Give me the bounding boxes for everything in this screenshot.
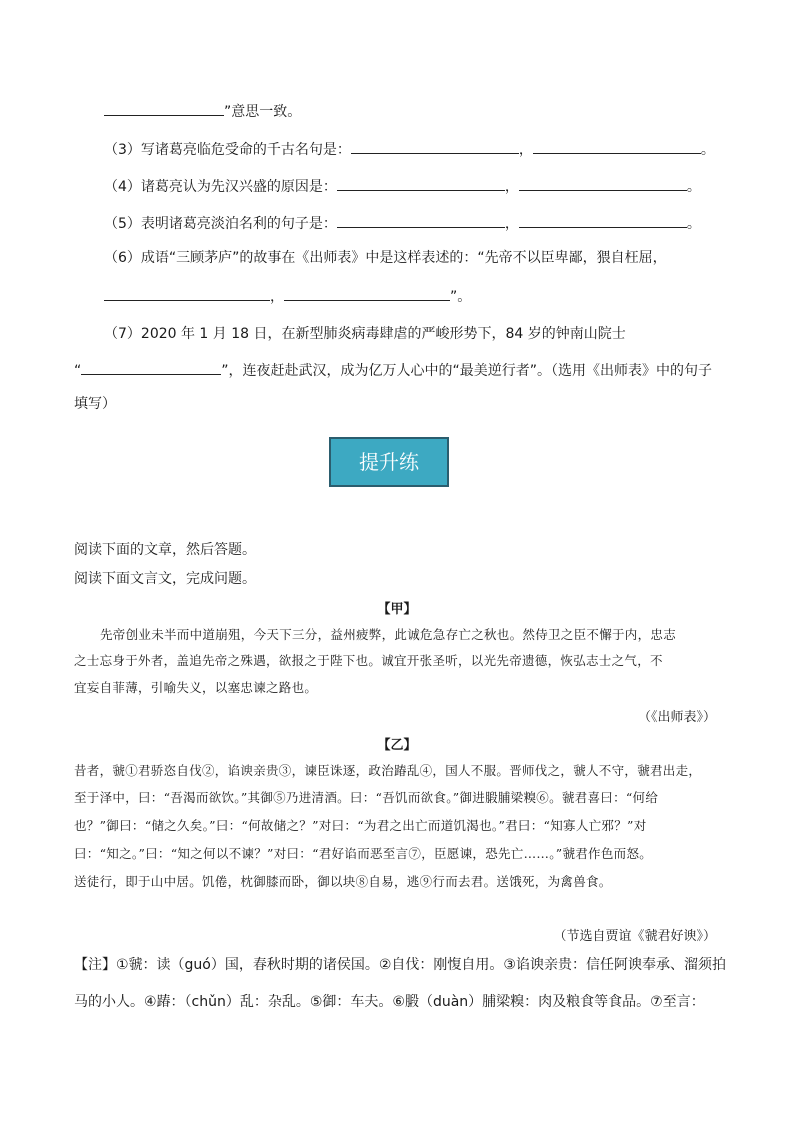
question-7-line3: 填写） (74, 396, 116, 412)
answer-blank[interactable] (81, 360, 221, 375)
passage-jia-line: 宜妄自菲薄，引喻失义，以塞忠谏之路也。 (74, 680, 318, 695)
question-5: （5）表明诸葛亮淡泊名利的句子是： ， 。 (104, 213, 701, 233)
passage-yi-line: 曰：“知之。”曰：“知之何以不谏？”对曰：“君好谄而恶至言⑦，臣愿谏，恐先亡……。”虢君作色而怒。 (74, 846, 653, 861)
footnote-line: 【注】①虢：读（guó）国，春秋时期的诸侯国。②自伐：刚愎自用。③谄谀亲贵：信任阿谀奉承、溜须拍 (74, 957, 726, 973)
question-7-line2: “ ”，连夜赶赴武汉，成为亿万人心中的“最美逆行者”。（选用《出师表》中的句子 (74, 360, 712, 380)
passage-yi-line: 至于泽中，曰：“吾渴而欲饮。”其御⑤乃进清酒。曰：“吾饥而欲食。”御进腶脯梁糗⑥。虢君喜曰：“何给 (74, 790, 659, 805)
question-6-blanks: ， ”。 (104, 286, 471, 306)
passage-jia-source: （《出师表》） (637, 710, 716, 725)
passage-jia-line: 先帝创业未半而中道崩殂，今天下三分，益州疲弊，此诚危急存亡之秋也。然侍卫之臣不懈于内，忠志 (100, 627, 677, 642)
answer-blank[interactable] (533, 139, 701, 154)
question-4: （4）诸葛亮认为先汉兴盛的原因是： ， 。 (104, 176, 701, 196)
passage-yi-line: 也？”御曰：“储之久矣。”曰：“何故储之？”对曰：“为君之出亡而道饥渴也。”君曰：“知寡人亡邪？”对 (74, 818, 647, 833)
q2-continuation-line: ”意思一致。 (104, 101, 301, 121)
question-7: （7）2020 年 1 月 18 日，在新型肺炎病毒肆虐的严峻形势下，84 岁的钟南山院士 (104, 326, 626, 342)
answer-blank[interactable] (351, 139, 519, 154)
passage-jia-title: 【甲】 (377, 602, 417, 617)
reading-intro-2: 阅读下面文言文，完成问题。 (74, 571, 256, 587)
answer-blank[interactable] (519, 213, 687, 228)
passage-yi-title: 【乙】 (377, 738, 417, 753)
answer-blank[interactable] (519, 176, 687, 191)
answer-blank[interactable] (284, 286, 450, 301)
reading-intro-1: 阅读下面的文章，然后答题。 (74, 542, 256, 558)
question-3: （3）写诸葛亮临危受命的千古名句是： ， 。 (104, 139, 715, 159)
answer-blank[interactable] (104, 286, 270, 301)
question-6: （6）成语“三顾茅庐”的故事在《出师表》中是这样表述的：“先帝不以臣卑鄙，猥自枉屈， (104, 250, 667, 266)
passage-yi-line: 昔者，虢①君骄恣自伐②，谄谀亲贵③，谏臣诛逐，政治踳乱④，国人不服。晋师伐之，虢人不守，虢君出走， (74, 763, 702, 778)
passage-yi-line: 送徒行，即于山中居。饥倦，枕御膝而卧，御以块⑧自易，逃⑨行而去君。送饿死，为禽兽食。 (74, 874, 612, 889)
footnote-line: 马的小人。④踳：（chǔn）乱：杂乱。⑤御：车夫。⑥腶（duàn）脯梁糗：肉及粮食等食品。⑦至言： (74, 994, 705, 1010)
section-badge: 提升练 (329, 437, 449, 487)
answer-blank[interactable] (337, 176, 505, 191)
passage-yi-source: （节选自贾谊《虢君好谀》） (553, 929, 716, 944)
passage-jia-line: 之士忘身于外者，盖追先帝之殊遇，欲报之于陛下也。诚宜开张圣听，以光先帝遗德，恢弘志士之气，不 (74, 653, 663, 668)
answer-blank[interactable] (104, 101, 224, 116)
answer-blank[interactable] (337, 213, 505, 228)
